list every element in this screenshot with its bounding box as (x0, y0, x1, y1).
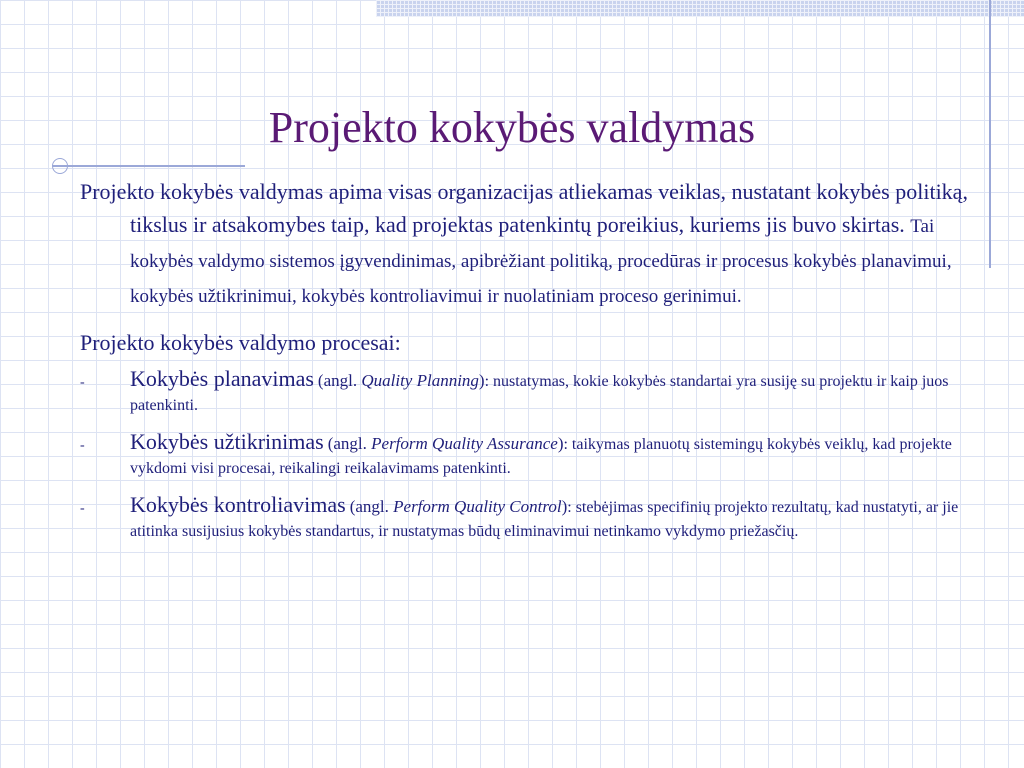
process-item-text (130, 367, 985, 418)
angl-term: Quality Planning (361, 371, 479, 390)
decorative-circle-icon (52, 158, 68, 174)
dash-bullet-icon: - (80, 501, 85, 516)
angl-term: Perform Quality Assurance (371, 434, 558, 453)
processes-heading: Projekto kokybės valdymo procesai: (80, 330, 401, 355)
process-item-angl (350, 497, 568, 516)
dash-bullet-icon: - (80, 438, 85, 453)
angl-prefix: (angl. (317, 371, 358, 390)
process-item-desc: : stebėjimas specifinių projekto rezultatų, kad nustatyti, ar jie atitinka susijusius kokybės standartus, ir nustatymas būdų eliminavimui netinkamo vykdymo priežasčių. (130, 499, 959, 540)
process-item-text (130, 430, 985, 481)
process-item-angl (318, 371, 485, 390)
process-item-desc: : taikymas planuotų sistemingų kokybės veiklų, kad projekte vykdomi visi procesai, reikalingi reikalavimams patenkinti. (130, 436, 952, 477)
angl-suffix: ) (561, 497, 568, 516)
angl-suffix: ) (478, 371, 485, 390)
intro-paragraph (80, 175, 985, 313)
process-item-head: Kokybės kontroliavimas (130, 492, 346, 517)
intro-main-text: Projekto kokybės valdymas apima visas organizacijas atliekamas veiklas, nustatant kokybės politiką, tikslus ir atsakomybes taip, kad projektas patenkintų poreikius, kuriems jis buvo skirtas. (80, 179, 968, 237)
process-item-head: Kokybės užtikrinimas (130, 429, 324, 454)
angl-prefix: (angl. (327, 434, 367, 453)
horizontal-decorative-rule (52, 165, 245, 167)
top-decorative-band (376, 0, 1024, 17)
slide-body (80, 175, 985, 544)
process-item-control (80, 493, 985, 544)
angl-term: Perform Quality Control (393, 497, 562, 516)
process-item-desc: : nustatymas, kokie kokybės standartai yra susiję su projektu ir kaip juos patenkinti. (130, 373, 949, 414)
process-item-assurance (80, 430, 985, 481)
angl-prefix: (angl. (349, 497, 389, 516)
process-item-planning (80, 367, 985, 418)
intro-detail-text: Tai kokybės valdymo sistemos įgyvendinimas, apibrėžiant politiką, procedūras ir procesus kokybės planavimui, kokybės užtikrinimui, kokybės kontroliavimui ir nuolatiniam proceso gerinimui. (130, 216, 952, 307)
process-item-text (130, 493, 985, 544)
dash-bullet-icon: - (80, 375, 85, 390)
angl-suffix: ) (557, 434, 564, 453)
process-item-angl (328, 434, 564, 453)
slide-title: Projekto kokybės valdymas (268, 103, 756, 152)
process-item-head: Kokybės planavimas (130, 366, 314, 391)
